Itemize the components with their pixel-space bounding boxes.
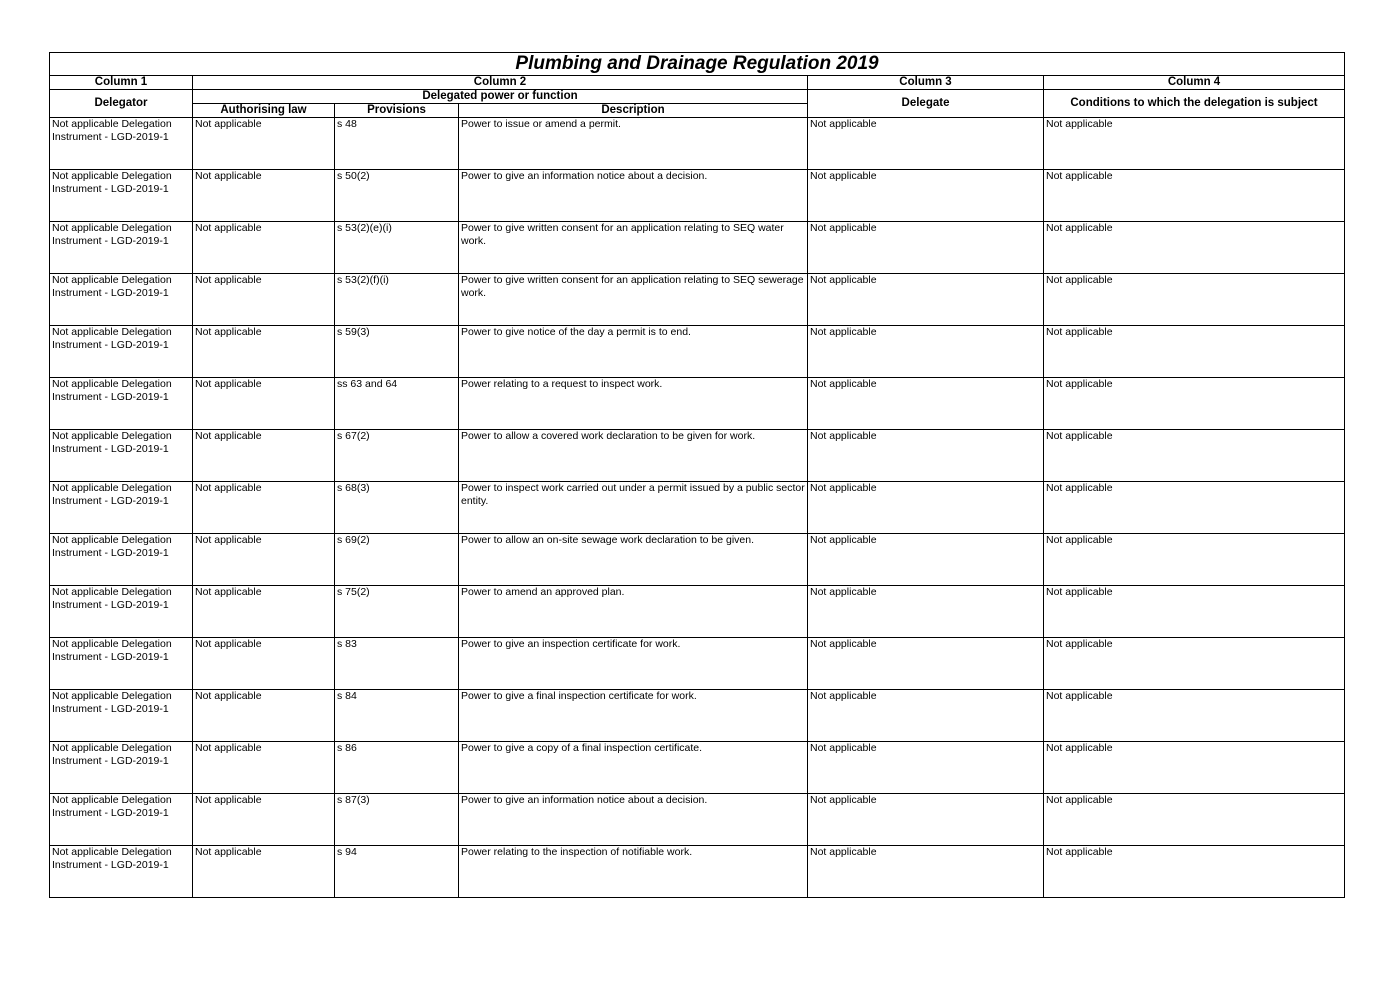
delegator-cell: Not applicable Delegation Instrument - LGD-2019-1 [50,846,193,898]
delegator-cell: Not applicable Delegation Instrument - LGD-2019-1 [50,430,193,482]
provision-cell: s 53(2)(f)(i) [335,274,459,326]
delegate-cell: Not applicable [808,742,1044,794]
delegate-cell: Not applicable [808,118,1044,170]
delegator-cell: Not applicable Delegation Instrument - LGD-2019-1 [50,170,193,222]
conditions-cell: Not applicable [1044,274,1345,326]
delegate-cell: Not applicable [808,794,1044,846]
conditions-header: Conditions to which the delegation is subject [1044,90,1345,118]
description-cell: Power to give an information notice about a decision. [459,794,808,846]
provision-cell: s 94 [335,846,459,898]
delegator-cell: Not applicable Delegation Instrument - LGD-2019-1 [50,690,193,742]
table-row [50,534,1345,586]
conditions-cell: Not applicable [1044,846,1345,898]
column-3-label: Column 3 [808,76,1044,90]
delegator-cell: Not applicable Delegation Instrument - LGD-2019-1 [50,378,193,430]
conditions-cell: Not applicable [1044,638,1345,690]
description-cell: Power to give an inspection certificate for work. [459,638,808,690]
description-header: Description [459,104,808,118]
description-cell: Power to give written consent for an application relating to SEQ water work. [459,222,808,274]
table-row [50,274,1345,326]
authorising-law-cell: Not applicable [193,586,335,638]
delegator-cell: Not applicable Delegation Instrument - LGD-2019-1 [50,742,193,794]
delegate-cell: Not applicable [808,586,1044,638]
description-cell: Power to allow a covered work declaration to be given for work. [459,430,808,482]
delegated-power-header: Delegated power or function [193,90,808,104]
table-row [50,742,1345,794]
table-row [50,482,1345,534]
table-row [50,638,1345,690]
conditions-cell: Not applicable [1044,326,1345,378]
table-row [50,690,1345,742]
column-2-label: Column 2 [193,76,808,90]
delegate-cell: Not applicable [808,222,1044,274]
description-cell: Power to inspect work carried out under a permit issued by a public sector entity. [459,482,808,534]
authorising-law-cell: Not applicable [193,846,335,898]
delegator-cell: Not applicable Delegation Instrument - LGD-2019-1 [50,794,193,846]
delegate-cell: Not applicable [808,482,1044,534]
delegate-header: Delegate [808,90,1044,118]
delegator-cell: Not applicable Delegation Instrument - LGD-2019-1 [50,638,193,690]
provision-cell: s 86 [335,742,459,794]
delegator-cell: Not applicable Delegation Instrument - LGD-2019-1 [50,534,193,586]
table-row [50,222,1345,274]
description-cell: Power to give an information notice about a decision. [459,170,808,222]
provision-cell: s 69(2) [335,534,459,586]
conditions-cell: Not applicable [1044,482,1345,534]
authorising-law-cell: Not applicable [193,222,335,274]
table-row [50,378,1345,430]
authorising-law-cell: Not applicable [193,274,335,326]
description-cell: Power to issue or amend a permit. [459,118,808,170]
delegator-cell: Not applicable Delegation Instrument - LGD-2019-1 [50,274,193,326]
conditions-cell: Not applicable [1044,534,1345,586]
provision-cell: s 50(2) [335,170,459,222]
provision-cell: s 53(2)(e)(i) [335,222,459,274]
provision-cell: s 75(2) [335,586,459,638]
authorising-law-cell: Not applicable [193,170,335,222]
conditions-cell: Not applicable [1044,222,1345,274]
column-1-label: Column 1 [50,76,193,90]
description-cell: Power relating to a request to inspect work. [459,378,808,430]
table-row [50,794,1345,846]
description-cell: Power to amend an approved plan. [459,586,808,638]
authorising-law-cell: Not applicable [193,794,335,846]
description-cell: Power to give notice of the day a permit is to end. [459,326,808,378]
column-4-label: Column 4 [1044,76,1345,90]
conditions-cell: Not applicable [1044,742,1345,794]
conditions-cell: Not applicable [1044,118,1345,170]
description-cell: Power to allow an on-site sewage work declaration to be given. [459,534,808,586]
delegate-cell: Not applicable [808,430,1044,482]
delegator-header: Delegator [50,90,193,118]
delegator-cell: Not applicable Delegation Instrument - LGD-2019-1 [50,118,193,170]
delegator-cell: Not applicable Delegation Instrument - LGD-2019-1 [50,482,193,534]
provision-cell: s 84 [335,690,459,742]
conditions-cell: Not applicable [1044,690,1345,742]
provision-cell: ss 63 and 64 [335,378,459,430]
description-cell: Power to give written consent for an application relating to SEQ sewerage work. [459,274,808,326]
authorising-law-cell: Not applicable [193,690,335,742]
authorising-law-header: Authorising law [193,104,335,118]
delegate-cell: Not applicable [808,846,1044,898]
delegator-cell: Not applicable Delegation Instrument - LGD-2019-1 [50,586,193,638]
page-title: Plumbing and Drainage Regulation 2019 [50,53,1345,76]
authorising-law-cell: Not applicable [193,430,335,482]
delegator-cell: Not applicable Delegation Instrument - LGD-2019-1 [50,222,193,274]
delegate-cell: Not applicable [808,534,1044,586]
authorising-law-cell: Not applicable [193,534,335,586]
table-row [50,170,1345,222]
provision-cell: s 48 [335,118,459,170]
delegate-cell: Not applicable [808,170,1044,222]
conditions-cell: Not applicable [1044,586,1345,638]
delegate-cell: Not applicable [808,378,1044,430]
delegate-cell: Not applicable [808,274,1044,326]
provision-cell: s 68(3) [335,482,459,534]
conditions-cell: Not applicable [1044,170,1345,222]
delegation-sheet [49,52,1344,898]
provision-cell: s 83 [335,638,459,690]
provision-cell: s 87(3) [335,794,459,846]
provision-cell: s 59(3) [335,326,459,378]
delegator-cell: Not applicable Delegation Instrument - LGD-2019-1 [50,326,193,378]
delegate-cell: Not applicable [808,638,1044,690]
table-row [50,586,1345,638]
description-cell: Power to give a copy of a final inspection certificate. [459,742,808,794]
description-cell: Power to give a final inspection certificate for work. [459,690,808,742]
description-cell: Power relating to the inspection of notifiable work. [459,846,808,898]
table-row [50,846,1345,898]
table-header [50,53,1345,118]
table-body [50,118,1345,898]
provisions-header: Provisions [335,104,459,118]
conditions-cell: Not applicable [1044,794,1345,846]
authorising-law-cell: Not applicable [193,742,335,794]
delegate-cell: Not applicable [808,690,1044,742]
authorising-law-cell: Not applicable [193,118,335,170]
authorising-law-cell: Not applicable [193,378,335,430]
conditions-cell: Not applicable [1044,430,1345,482]
provision-cell: s 67(2) [335,430,459,482]
table-row [50,430,1345,482]
delegation-table [49,52,1345,898]
table-row [50,118,1345,170]
conditions-cell: Not applicable [1044,378,1345,430]
authorising-law-cell: Not applicable [193,482,335,534]
authorising-law-cell: Not applicable [193,638,335,690]
authorising-law-cell: Not applicable [193,326,335,378]
table-row [50,326,1345,378]
delegate-cell: Not applicable [808,326,1044,378]
